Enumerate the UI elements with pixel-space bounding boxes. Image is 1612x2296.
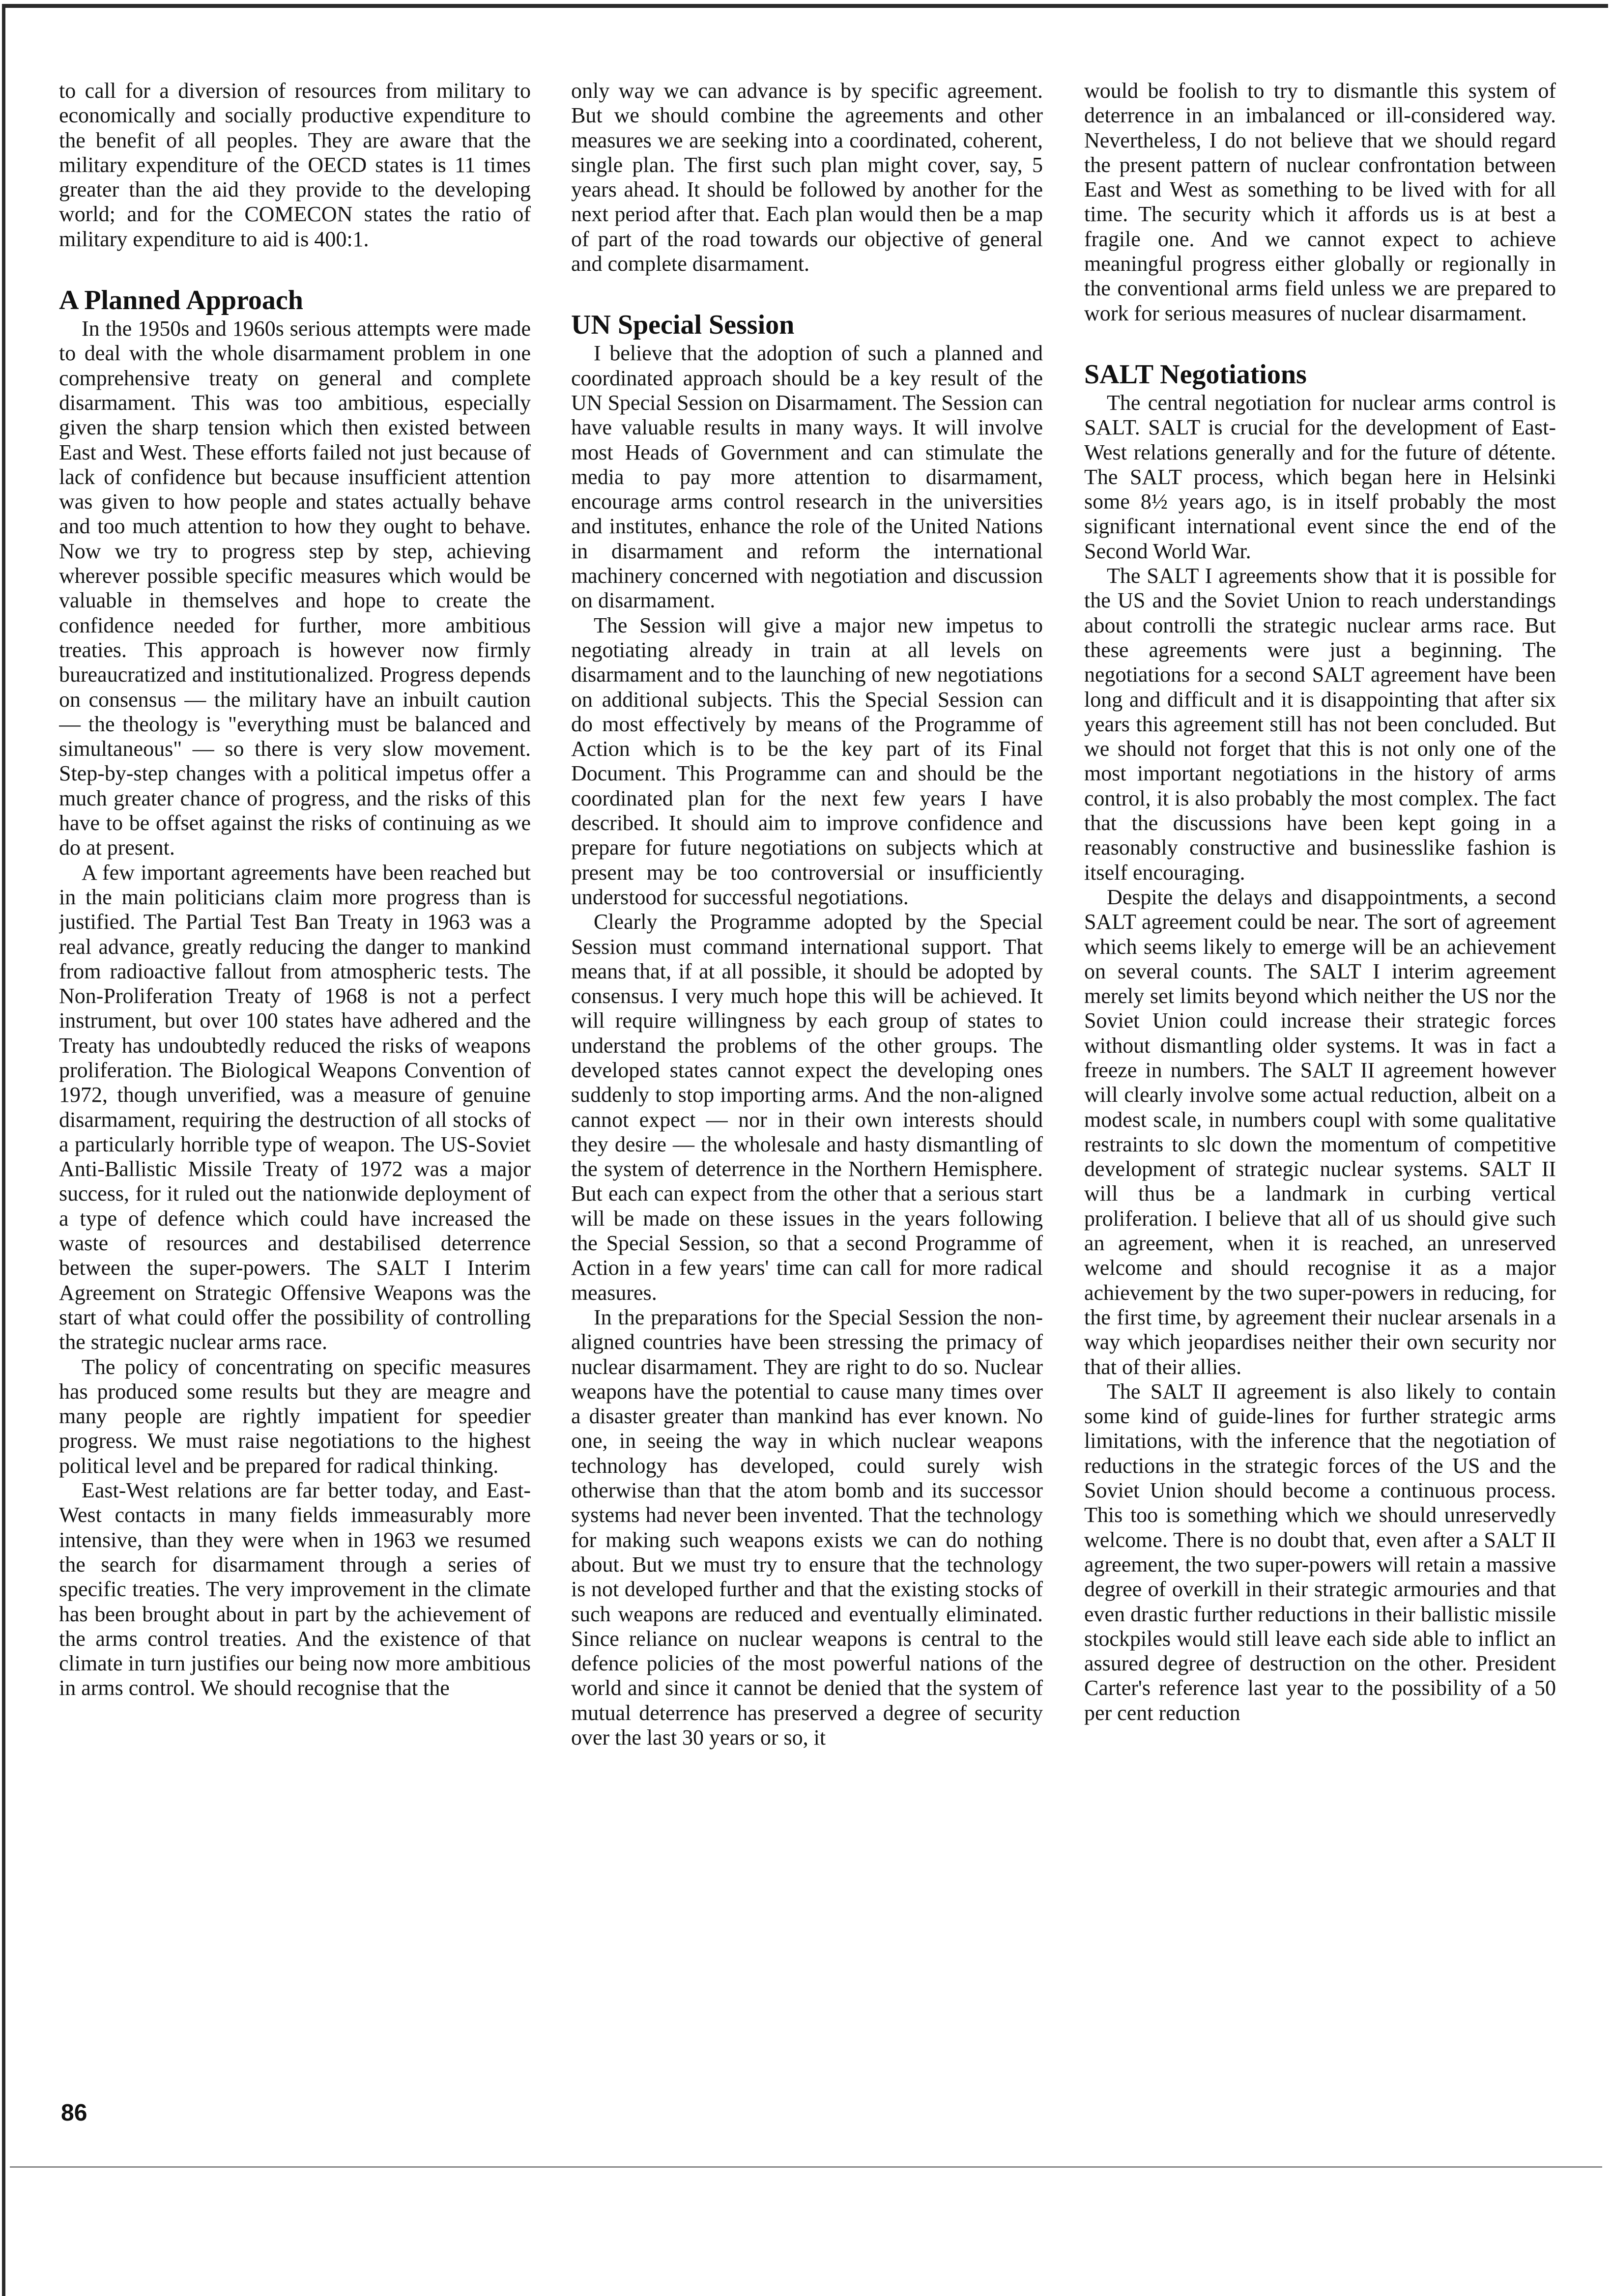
bottom-rule <box>10 2166 1602 2168</box>
section-heading-planned-approach: A Planned Approach <box>59 285 303 316</box>
top-border-rule <box>4 4 1608 8</box>
paragraph: In the preparations for the Special Session the non-aligned countries have been stressing the primacy of nuclear disarmament. They are right to do so. Nuclear weapons have the potential to cause many times over a disaster greater than mankind has ever known. No one, in seeing the way in which nuclear weapons technology has developed, could surely wish otherwise than that the atom bomb and its successor systems had never been invented. That the technology for making such weapons exists we can do nothing about. But we must try to ensure that the technology is not developed further and that the existing stocks of such weapons are reduced and eventually eliminated. Since reliance on nuclear weapons is central to the defence policies of the most powerful nations of the world and since it cannot be denied that the system of mutual deterrence has preserved a degree of security over the last 30 years or so, it <box>571 1305 1043 1750</box>
paragraph: to call for a diversion of resources from military to economically and socially productive expenditure to the benefit of all peoples. They are aware that the military expenditure of the OECD states is 11 times greater than the aid they provide to the developing world; and for the COMECON states the ratio of military expenditure to aid is 400:1. <box>59 79 531 251</box>
paragraph: Despite the delays and disappointments, a second SALT agreement could be near. The sort of agreement which seems likely to emerge will be an achievement on several counts. The SALT I interim agreement merely set limits beyond which neither the US nor the Soviet Union could increase their strategic forces without dismantling older systems. It was in fact a freeze in numbers. The SALT II agreement however will clearly involve some actual reduction, albeit on a modest scale, in numbers coupl with some qualitative restraints to slc down the momentum of competitive development of strategic nuclear systems. SALT II will thus be a landmark in curbing vertical proliferation. I believe that all of us should give such an agreement, when it is reached, an unreserved welcome and should recognise it as a major achievement by the two super-powers in reducing, for the first time, by agreement their nuclear arsenals in a way which jeopardises neither their own security nor that of their allies. <box>1084 885 1556 1379</box>
left-border-rule <box>2 4 5 2296</box>
section-heading-un-special-session: UN Special Session <box>571 310 795 341</box>
paragraph: The Session will give a major new impetus to negotiating already in train at all levels on disarmament and to the launching of new negotiations on additional subjects. This the Special Session can do most effectively by means of the Programme of Action which is to be the key part of its Final Document. This Programme can and should be the coordinated plan for the next few years I have described. It should aim to improve confidence and prepare for future negotiations on subjects which at present may be too controversial or insufficiently understood for successful negotiations. <box>571 613 1043 909</box>
paragraph: I believe that the adoption of such a planned and coordinated approach should be a key result of the UN Special Session on Disarmament. The Session can have valuable results in many ways. It will involve most Heads of Government and can stimulate the media to pay more attention to disarmament, encourage arms control research in the universities and institutes, enhance the role of the United Nations in disarmament and reform the international machinery concerned with negotiation and discussion on disarmament. <box>571 341 1043 613</box>
paragraph: would be foolish to try to dismantle this system of deterrence in an imbalanced or ill-considered way. Nevertheless, I do not believe that we should regard the present pattern of nuclear confrontation between East and West as something to be lived with for all time. The security which it affords us is at best a fragile one. And we cannot expect to achieve meaningful progress either globally or regionally in the conventional arms field unless we are prepared to work for serious measures of nuclear disarmament. <box>1084 79 1556 325</box>
paragraph: only way we can advance is by specific agreement. But we should combine the agreements and other measures we are seeking into a coordinated, coherent, single plan. The first such plan might cover, say, 5 years ahead. It should be followed by another for the next period after that. Each plan would then be a map of part of the road towards our objective of general and complete disarmament. <box>571 79 1043 276</box>
page-number: 86 <box>61 2100 87 2126</box>
text-column-3 <box>1084 79 1556 2044</box>
paragraph: In the 1950s and 1960s serious attempts were made to deal with the whole disarmament problem in one comprehensive treaty on general and complete disarmament. This was too ambitious, especially given the sharp tension which then existed between East and West. These efforts failed not just because of lack of confidence but because insufficient attention was given to how people and states actually behave and too much attention to how they ought to behave. Now we try to progress step by step, achieving wherever possible specific measures which would be valuable in themselves and hope to create the confidence needed for further, more ambitious treaties. This approach is however now firmly bureaucratized and institutionalized. Progress depends on consensus — the military have an inbuilt caution — the theology is "everything must be balanced and simultaneous" — so there is very slow movement. Step-by-step changes with a political impetus offer a much greater chance of progress, and the risks of this have to be offset against the risks of continuing as we do at present. <box>59 316 531 860</box>
paragraph: The SALT I agreements show that it is possible for the US and the Soviet Union to reach understandings about controlli the strategic nuclear arms race. But these agreements were just a beginning. The negotiations for a second SALT agreement have been long and difficult and it is disappointing that after six years this agreement still has not been concluded. But we should not forget that this is not only one of the most important negotiations in the history of arms control, it is also probably the most complex. The fact that the discussions have been kept going in a reasonably constructive and businesslike fashion is itself encouraging. <box>1084 564 1556 885</box>
paragraph: The central negotiation for nuclear arms control is SALT. SALT is crucial for the development of East-West relations generally and for the future of détente. The SALT process, which began here in Helsinki some 8½ years ago, is in itself probably the most significant international event since the end of the Second World War. <box>1084 390 1556 563</box>
paragraph: The SALT II agreement is also likely to contain some kind of guide-lines for further strategic arms limitations, with the inference that the negotiation of reductions in the strategic forces of the US and the Soviet Union should become a continuous process. This too is something which we should unreservedly welcome. There is no doubt that, even after a SALT II agreement, the two super-powers will retain a massive degree of overkill in their strategic armouries and that even drastic further reductions in their ballistic missile stockpiles would still leave each side able to inflict an assured degree of destruction on the other. President Carter's reference last year to the possibility of a 50 per cent reduction <box>1084 1379 1556 1725</box>
section-heading-salt-negotiations: SALT Negotiations <box>1084 359 1307 390</box>
paragraph: East-West relations are far better today, and East-West contacts in many fields immeasurably more intensive, than they were when in 1963 we resumed the search for disarmament through a series of specific treaties. The very improvement in the climate has been brought about in part by the achievement of the arms control treaties. And the existence of that climate in turn justifies our being now more ambitious in arms control. We should recognise that the <box>59 1478 531 1700</box>
text-column-2 <box>571 79 1043 2044</box>
paragraph: A few important agreements have been reached but in the main politicians claim more progress than is justified. The Partial Test Ban Treaty in 1963 was a real advance, greatly reducing the danger to mankind from radioactive fallout from atmospheric tests. The Non-Proliferation Treaty of 1968 is not a perfect instrument, but over 100 states have adhered and the Treaty has undoubtedly reduced the risks of weapons proliferation. The Biological Weapons Convention of 1972, though unverified, was a measure of genuine disarmament, requiring the destruction of all stocks of a particularly horrible type of weapon. The US-Soviet Anti-Ballistic Missile Treaty of 1972 was a major success, for it ruled out the nationwide deployment of a type of defence which could have increased the waste of resources and destabilised deterrence between the super-powers. The SALT I Interim Agreement on Strategic Offensive Weapons was the start of what could offer the possibility of controlling the strategic nuclear arms race. <box>59 860 531 1354</box>
paragraph: Clearly the Programme adopted by the Special Session must command international support. That means that, if at all possible, it should be adopted by consensus. I very much hope this will be achieved. It will require willingness by each group of states to understand the problems of the other groups. The developed states cannot expect the developing ones suddenly to stop importing arms. And the non-aligned cannot expect — nor in their own interests should they desire — the wholesale and hasty dismantling of the system of deterrence in the Northern Hemisphere. But each can expect from the other that a serious start will be made on these issues in the years following the Special Session, so that a second Programme of Action in a few years' time can call for more radical measures. <box>571 910 1043 1305</box>
paragraph: The policy of concentrating on specific measures has produced some results but they are meagre and many people are rightly impatient for speedier progress. We must raise negotiations to the highest political level and be prepared for radical thinking. <box>59 1354 531 1478</box>
text-column-1 <box>59 79 531 2044</box>
